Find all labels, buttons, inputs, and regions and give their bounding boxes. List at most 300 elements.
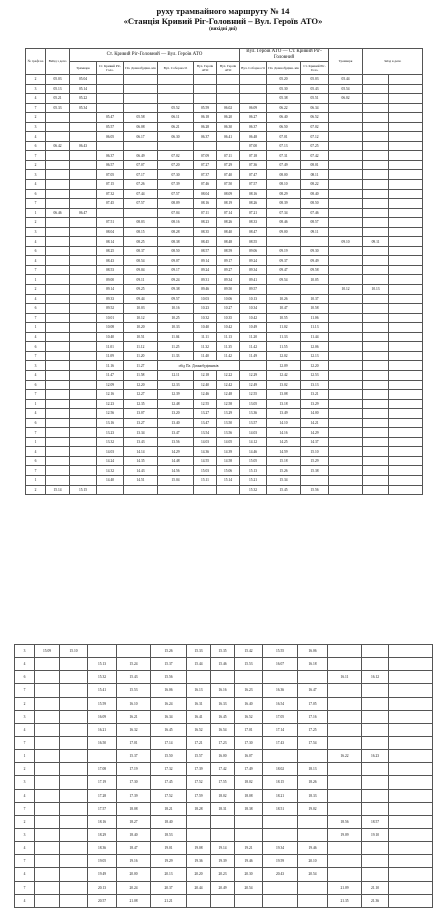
table-cell: 11.01 <box>97 342 124 352</box>
table-cell: 13.20 <box>158 409 194 419</box>
table-cell: 08.23 <box>194 218 217 228</box>
table-cell: 12.42 <box>267 370 301 380</box>
table-cell <box>329 456 363 466</box>
table-cell: 08.55 <box>240 237 267 247</box>
table-cell <box>363 132 389 142</box>
table-cell <box>329 361 363 371</box>
table-cell: 15.37 <box>151 658 187 671</box>
table-cell: 07.11 <box>217 151 240 161</box>
table-cell: 06.42 <box>46 141 70 151</box>
table-cell: 13.47 <box>194 418 217 428</box>
table-cell <box>60 723 88 736</box>
table-cell: 11.16 <box>97 361 124 371</box>
table-cell: 3 <box>26 122 46 132</box>
table-cell <box>194 84 217 94</box>
table-cell: 4 <box>26 132 46 142</box>
table-cell <box>301 475 329 485</box>
table-cell: 09.27 <box>217 265 240 275</box>
table-cell <box>217 84 240 94</box>
table-cell: 16.23 <box>362 750 389 763</box>
table-cell: 10.13 <box>363 285 389 295</box>
table-cell: 12.39 <box>158 390 194 400</box>
table-cell: 15.32 <box>240 485 267 495</box>
table-cell: 09.00 <box>97 275 124 285</box>
table-cell: 09.07 <box>158 256 194 266</box>
table-cell <box>124 94 158 104</box>
table-cell: 15.42 <box>235 645 263 658</box>
table-cell: 16.11 <box>328 671 362 684</box>
table-cell <box>97 84 124 94</box>
table-cell <box>328 645 362 658</box>
table-cell: 14.37 <box>301 437 329 447</box>
table-cell <box>235 671 263 684</box>
table-cell <box>70 275 97 285</box>
table-cell <box>389 881 433 894</box>
table-cell <box>60 802 88 815</box>
table-row <box>26 390 423 400</box>
table-cell <box>70 122 97 132</box>
table-cell <box>389 390 423 400</box>
table-cell: 09.25 <box>124 285 158 295</box>
table-cell: 07.25 <box>301 141 329 151</box>
table-cell: 20.13 <box>88 881 117 894</box>
table-cell <box>70 399 97 409</box>
table-cell: 20.57 <box>88 894 117 907</box>
table-cell: 08.10 <box>267 180 301 190</box>
table-cell: 05.04 <box>70 75 97 85</box>
table-cell: 09.57 <box>240 285 267 295</box>
table-cell: 16.54 <box>263 697 298 710</box>
table-row <box>15 855 433 868</box>
table-cell <box>389 894 433 907</box>
table-cell: 19.59 <box>263 855 298 868</box>
table-cell <box>328 868 362 881</box>
table-cell <box>46 265 70 275</box>
table-cell <box>363 447 389 457</box>
table-cell <box>46 275 70 285</box>
table-cell <box>389 736 433 749</box>
table-cell <box>70 189 97 199</box>
table-row <box>15 842 433 855</box>
table-cell: 18.31 <box>211 802 235 815</box>
table-cell <box>389 313 423 323</box>
table-cell: 06.08 <box>124 122 158 132</box>
table-row <box>26 275 423 285</box>
table-cell <box>363 199 389 209</box>
table-cell: 15.50 <box>151 750 187 763</box>
table-cell: 16.47 <box>298 684 328 697</box>
table-cell: 14.12 <box>240 437 267 447</box>
table-cell: 12.58 <box>217 399 240 409</box>
table-cell: 05.20 <box>267 75 301 85</box>
table-row <box>15 776 433 789</box>
table-cell: 14.48 <box>158 456 194 466</box>
col-graph-no: № графі ка <box>26 49 46 75</box>
table-cell: 16.00 <box>211 750 235 763</box>
table-cell: 07.36 <box>240 160 267 170</box>
table-cell <box>70 180 97 190</box>
table-cell: 13.40 <box>158 418 194 428</box>
table-cell <box>389 141 423 151</box>
table-cell: 4 <box>15 894 35 907</box>
table-cell <box>362 710 389 723</box>
table-cell <box>389 828 433 841</box>
table-cell: 06.21 <box>158 122 194 132</box>
table-cell: 08.50 <box>301 199 329 209</box>
table-cell: 08.09 <box>217 189 240 199</box>
table-cell: 21.09 <box>328 881 362 894</box>
table-cell <box>389 370 423 380</box>
table-cell: 11.25 <box>158 342 194 352</box>
table-cell: 14.58 <box>217 456 240 466</box>
table-cell: 09.31 <box>194 275 217 285</box>
table-cell: 06.57 <box>97 160 124 170</box>
table-row <box>26 351 423 361</box>
table-cell: 7 <box>26 351 46 361</box>
table-cell: 14.55 <box>194 456 217 466</box>
table-cell: 11.20 <box>240 332 267 342</box>
table-cell: 16.21 <box>88 723 117 736</box>
document-header <box>0 6 446 33</box>
table-cell: 13.36 <box>240 409 267 419</box>
table-cell: 07.50 <box>217 180 240 190</box>
table-row <box>15 763 433 776</box>
table-cell: 15.37 <box>117 750 151 763</box>
table-cell: 19.14 <box>211 842 235 855</box>
table-cell: 7 <box>26 265 46 275</box>
table-cell: 7 <box>15 802 35 815</box>
table-cell <box>70 256 97 266</box>
table-cell <box>46 132 70 142</box>
table-cell <box>70 285 97 295</box>
table-cell <box>70 361 97 371</box>
table-cell: 18.08 <box>117 802 151 815</box>
table-cell: 17.19 <box>117 763 151 776</box>
table-row <box>26 189 423 199</box>
table-cell: 3 <box>15 828 35 841</box>
table-cell: 14.03 <box>97 447 124 457</box>
table-cell <box>389 342 423 352</box>
table-cell <box>362 789 389 802</box>
table-cell: 10.37 <box>301 294 329 304</box>
table-cell <box>301 237 329 247</box>
table-cell: 07.31 <box>267 151 301 161</box>
table-cell <box>362 684 389 697</box>
table-row <box>26 380 423 390</box>
table-cell <box>46 418 70 428</box>
table-cell <box>60 671 88 684</box>
table-cell: 05.57 <box>97 122 124 132</box>
table-cell: 12.55 <box>240 390 267 400</box>
table-cell: 13.29 <box>301 399 329 409</box>
table-cell: 07.57 <box>124 199 158 209</box>
table-cell: 05.22 <box>70 94 97 104</box>
table-cell: 09.17 <box>158 265 194 275</box>
table-cell: 07.44 <box>124 189 158 199</box>
table-cell: 08.16 <box>240 189 267 199</box>
table-cell <box>60 710 88 723</box>
table-cell: 06.34 <box>301 103 329 113</box>
table-cell <box>70 170 97 180</box>
col-st-kryvyi-rih-2: Ст. Кривий Ріг-Голо. <box>301 62 329 75</box>
table-cell: 15.26 <box>151 645 187 658</box>
table-cell: 20.24 <box>117 881 151 894</box>
table-cell: 09.44 <box>124 294 158 304</box>
table-row <box>15 671 433 684</box>
table-cell: 17.01 <box>117 736 151 749</box>
table-cell: 11.55 <box>267 342 301 352</box>
table-row <box>15 750 433 763</box>
table-cell: 17.54 <box>298 736 328 749</box>
table-cell <box>60 828 88 841</box>
table-cell <box>35 894 60 907</box>
table-cell: 17.14 <box>263 723 298 736</box>
table-cell: 21.36 <box>362 894 389 907</box>
table-cell: 18.29 <box>88 828 117 841</box>
table-cell: 14.00 <box>301 409 329 419</box>
table-cell: 12.22 <box>217 370 240 380</box>
table-cell <box>211 671 235 684</box>
table-cell: 06.22 <box>267 103 301 113</box>
table-cell: 17.16 <box>298 710 328 723</box>
table-cell <box>389 199 423 209</box>
table-cell: 13.56 <box>158 437 194 447</box>
table-cell: 3 <box>26 361 46 371</box>
table-cell <box>363 113 389 123</box>
table-cell: 18.57 <box>362 815 389 828</box>
table-cell: 06.02 <box>329 94 363 104</box>
table-cell: 07.04 <box>158 208 194 218</box>
table-cell: 05.58 <box>124 113 158 123</box>
table-cell: 07.00 <box>240 141 267 151</box>
table-row <box>26 141 423 151</box>
table-cell <box>389 180 423 190</box>
table-cell <box>389 361 423 371</box>
table-cell: 05.43 <box>301 84 329 94</box>
table-cell <box>158 141 194 151</box>
table-cell: 07.12 <box>301 132 329 142</box>
table-cell: 06.47 <box>70 208 97 218</box>
table-row <box>26 84 423 94</box>
table-cell: 14.51 <box>124 475 158 485</box>
table-cell <box>60 855 88 868</box>
table-cell: 15.45 <box>267 485 301 495</box>
table-cell: 09.10 <box>329 237 363 247</box>
table-cell <box>389 418 423 428</box>
table-cell: 11.47 <box>97 370 124 380</box>
table-cell: 09.04 <box>124 265 158 275</box>
table-cell <box>46 332 70 342</box>
table-cell <box>70 418 97 428</box>
table-cell: 15.14 <box>217 475 240 485</box>
table-cell <box>60 658 88 671</box>
table-cell <box>158 94 194 104</box>
table-cell: 07.26 <box>124 180 158 190</box>
table-cell <box>329 342 363 352</box>
table-cell: 2 <box>26 113 46 123</box>
table-cell: 20.30 <box>235 868 263 881</box>
table-cell <box>389 94 423 104</box>
table-cell: 06.41 <box>217 132 240 142</box>
table-cell: 08.53 <box>97 265 124 275</box>
table-cell: 3 <box>26 84 46 94</box>
table-cell: обід Пл. Домнобудівників <box>158 361 240 371</box>
table-cell <box>389 294 423 304</box>
table-cell: 15.05 <box>240 456 267 466</box>
table-cell <box>389 763 433 776</box>
table-cell: 4 <box>26 237 46 247</box>
table-row <box>26 456 423 466</box>
table-cell: 7 <box>15 881 35 894</box>
table-cell: 12.42 <box>217 380 240 390</box>
table-cell: 09.57 <box>158 294 194 304</box>
table-cell <box>60 697 88 710</box>
table-cell <box>363 485 389 495</box>
table-cell: 12.27 <box>124 390 158 400</box>
table-cell: 14.10 <box>267 418 301 428</box>
table-cell <box>329 323 363 333</box>
table-cell: 10.47 <box>267 304 301 314</box>
table-cell <box>363 399 389 409</box>
table-cell: 14.36 <box>194 447 217 457</box>
table-cell <box>298 881 328 894</box>
table-cell <box>328 789 362 802</box>
table-cell: 17.21 <box>187 736 211 749</box>
table-cell <box>329 180 363 190</box>
table-cell: 05.21 <box>46 94 70 104</box>
table-cell: 16.24 <box>151 697 187 710</box>
table-cell: 14.25 <box>267 437 301 447</box>
schedule-table-top <box>25 48 423 495</box>
table-row <box>26 75 423 85</box>
table-cell <box>158 75 194 85</box>
table-cell: 07.42 <box>301 151 329 161</box>
schedule-title-line2: «Станція Кривий Ріг-Головний – Вул. Героїв АТО» <box>123 16 323 26</box>
table-cell: 17.05 <box>298 697 328 710</box>
table-cell: 16.40 <box>235 697 263 710</box>
table-cell: 12.02 <box>267 351 301 361</box>
table-cell <box>187 894 211 907</box>
table-cell <box>363 180 389 190</box>
table-row <box>26 237 423 247</box>
schedule-table-bottom <box>14 644 433 908</box>
table-cell <box>298 671 328 684</box>
table-cell <box>329 160 363 170</box>
table-cell <box>363 94 389 104</box>
table-cell: 07.57 <box>158 189 194 199</box>
table-cell: 12.40 <box>194 380 217 390</box>
table-cell <box>46 294 70 304</box>
table-cell: 17.01 <box>235 723 263 736</box>
table-cell: 6 <box>26 418 46 428</box>
table-cell <box>389 227 423 237</box>
table-cell: 20.20 <box>187 868 211 881</box>
table-cell <box>211 815 235 828</box>
table-cell: 13.32 <box>97 437 124 447</box>
table-cell <box>363 380 389 390</box>
table-cell: 17.08 <box>88 763 117 776</box>
table-cell: 7 <box>26 199 46 209</box>
table-cell <box>363 361 389 371</box>
table-cell: 15.46 <box>211 658 235 671</box>
table-cell <box>389 304 423 314</box>
table-cell: 11.20 <box>124 351 158 361</box>
table-cell: 09.19 <box>267 246 301 256</box>
table-cell: 16.52 <box>187 723 211 736</box>
table-cell <box>240 94 267 104</box>
table-cell: 13.13 <box>301 380 329 390</box>
table-cell: 09.24 <box>158 275 194 285</box>
table-cell: 15.56 <box>151 671 187 684</box>
table-cell: 07.34 <box>267 208 301 218</box>
table-cell <box>46 428 70 438</box>
table-cell: 09.00 <box>267 227 301 237</box>
table-row <box>26 466 423 476</box>
table-cell: 11.42 <box>240 342 267 352</box>
table-cell: 19.46 <box>235 855 263 868</box>
table-cell: 14.59 <box>267 447 301 457</box>
table-cell: 07.21 <box>240 208 267 218</box>
table-cell: 17.05 <box>263 710 298 723</box>
table-cell: 11.13 <box>217 332 240 342</box>
table-cell <box>60 736 88 749</box>
table-cell <box>46 189 70 199</box>
table-cell: 16.33 <box>211 697 235 710</box>
table-cell <box>362 645 389 658</box>
table-row <box>26 323 423 333</box>
table-cell: 16.54 <box>211 723 235 736</box>
table-cell <box>329 332 363 342</box>
table-cell: 08.09 <box>158 199 194 209</box>
table-cell: 16.18 <box>298 658 328 671</box>
table-cell <box>363 370 389 380</box>
table-cell <box>187 671 211 684</box>
table-cell: 16.07 <box>235 750 263 763</box>
table-cell: 05.33 <box>46 103 70 113</box>
table-cell: 12.06 <box>301 342 329 352</box>
table-cell: 10.42 <box>217 323 240 333</box>
table-cell <box>217 75 240 85</box>
table-cell: 07.47 <box>240 170 267 180</box>
table-cell: 18.28 <box>187 802 211 815</box>
table-cell <box>46 170 70 180</box>
table-cell: 18.51 <box>263 802 298 815</box>
table-cell <box>329 265 363 275</box>
table-cell <box>363 437 389 447</box>
table-cell: 09.11 <box>124 275 158 285</box>
table-cell: 10.01 <box>97 313 124 323</box>
table-row <box>26 132 423 142</box>
table-cell <box>329 418 363 428</box>
table-cell: 10.26 <box>267 294 301 304</box>
table-cell: 19.16 <box>117 855 151 868</box>
table-cell <box>60 684 88 697</box>
table-cell: 06.46 <box>46 208 70 218</box>
table-cell: 06.40 <box>267 113 301 123</box>
col-tramvaryk-2: Трамварк <box>329 49 363 75</box>
table-cell <box>46 113 70 123</box>
table-cell <box>389 323 423 333</box>
table-cell <box>329 351 363 361</box>
table-cell <box>35 710 60 723</box>
table-cell: 2 <box>26 75 46 85</box>
table-cell <box>124 485 158 495</box>
table-cell: 06.20 <box>217 113 240 123</box>
table-cell <box>124 103 158 113</box>
table-cell: 08.35 <box>194 227 217 237</box>
table-cell <box>46 437 70 447</box>
table-cell: 05.03 <box>46 75 70 85</box>
